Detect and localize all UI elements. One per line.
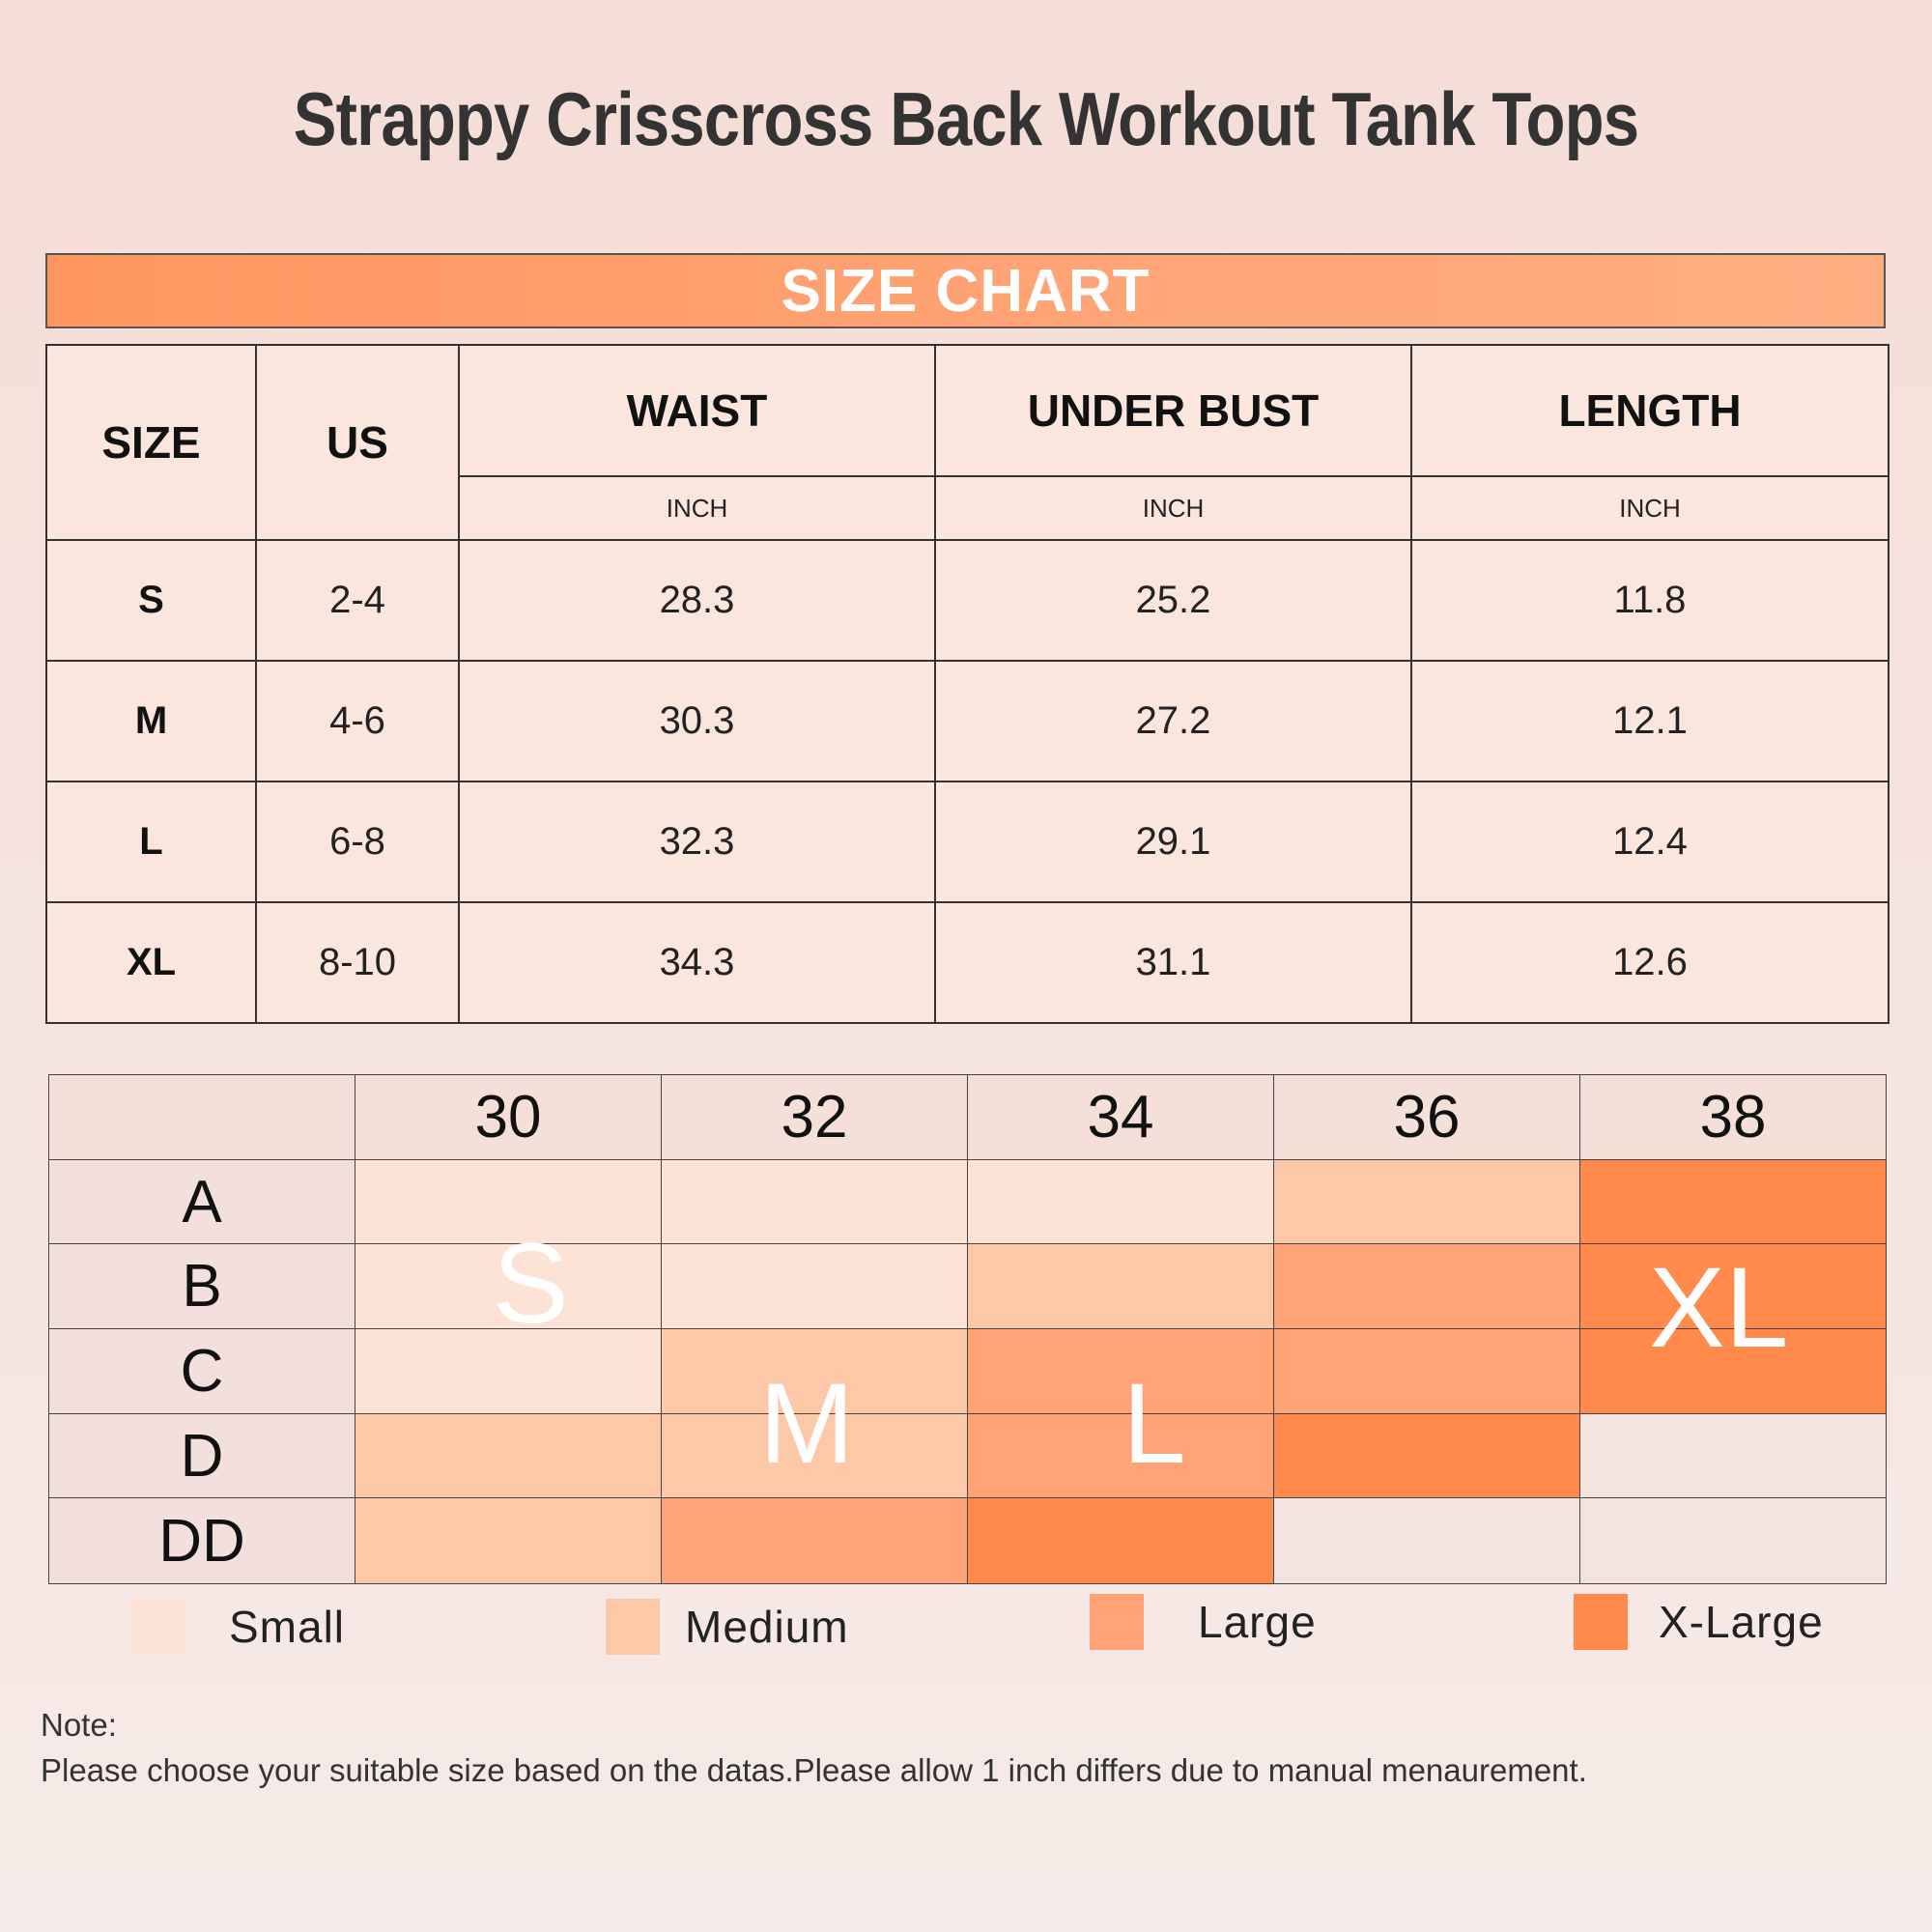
legend-label: Small xyxy=(229,1602,346,1652)
cup-label: D xyxy=(49,1414,355,1498)
band-size-header: 34 xyxy=(968,1075,1274,1160)
size-cell: M xyxy=(46,661,256,781)
table-row xyxy=(46,661,1889,781)
zone-label-s: S xyxy=(493,1220,569,1348)
grid-cell xyxy=(968,1244,1274,1329)
us-cell: 2-4 xyxy=(256,540,459,661)
size-cell: S xyxy=(46,540,256,661)
length-cell: 11.8 xyxy=(1411,540,1889,661)
grid-cell xyxy=(662,1244,968,1329)
grid-cell xyxy=(1274,1498,1580,1584)
header-size: SIZE xyxy=(46,345,256,540)
waist-cell: 30.3 xyxy=(459,661,935,781)
legend-swatch xyxy=(1090,1594,1144,1650)
band-size-header: 30 xyxy=(355,1075,662,1160)
note-heading: Note: xyxy=(41,1707,117,1743)
grid-cell xyxy=(1580,1414,1887,1498)
band-size-header: 36 xyxy=(1274,1075,1580,1160)
legend-item-xlarge xyxy=(1574,1594,1824,1650)
size-chart-banner xyxy=(45,253,1886,328)
cup-label: A xyxy=(49,1160,355,1244)
legend-label: Large xyxy=(1198,1597,1317,1647)
note-text: Please choose your suitable size based on the datas.Please allow 1 inch differs due to manual menaurement. xyxy=(41,1752,1587,1788)
under-bust-cell: 25.2 xyxy=(935,540,1411,661)
cup-size-chart xyxy=(48,1074,1887,1584)
grid-cell xyxy=(968,1329,1274,1414)
under-bust-cell: 27.2 xyxy=(935,661,1411,781)
header-waist: WAIST xyxy=(459,345,935,476)
legend-label: Medium xyxy=(685,1602,849,1652)
header-us: US xyxy=(256,345,459,540)
zone-label-m: M xyxy=(759,1360,855,1488)
table-row xyxy=(46,540,1889,661)
waist-cell: 28.3 xyxy=(459,540,935,661)
unit-under-bust: INCH xyxy=(935,476,1411,540)
grid-cell xyxy=(1580,1160,1887,1244)
cup-label: B xyxy=(49,1244,355,1329)
waist-cell: 32.3 xyxy=(459,781,935,902)
unit-length: INCH xyxy=(1411,476,1889,540)
legend-label: X-Large xyxy=(1659,1597,1824,1647)
cup-label: DD xyxy=(49,1498,355,1584)
us-cell: 8-10 xyxy=(256,902,459,1023)
cup-label: C xyxy=(49,1329,355,1414)
us-cell: 6-8 xyxy=(256,781,459,902)
under-bust-cell: 29.1 xyxy=(935,781,1411,902)
table-row xyxy=(46,781,1889,902)
size-cell: L xyxy=(46,781,256,902)
header-under-bust: UNDER BUST xyxy=(935,345,1411,476)
legend-item-small xyxy=(130,1599,345,1655)
us-cell: 4-6 xyxy=(256,661,459,781)
grid-cell xyxy=(968,1160,1274,1244)
header-length: LENGTH xyxy=(1411,345,1889,476)
size-chart-banner-label: SIZE CHART xyxy=(781,257,1151,325)
size-table xyxy=(45,344,1889,1024)
unit-waist: INCH xyxy=(459,476,935,540)
length-cell: 12.1 xyxy=(1411,661,1889,781)
grid-cell xyxy=(968,1414,1274,1498)
legend-swatch xyxy=(1574,1594,1628,1650)
grid-cell xyxy=(355,1498,662,1584)
legend-item-medium xyxy=(606,1599,849,1655)
grid-cell xyxy=(662,1160,968,1244)
waist-cell: 34.3 xyxy=(459,902,935,1023)
grid-cell xyxy=(1580,1498,1887,1584)
grid-cell xyxy=(1274,1329,1580,1414)
grid-cell xyxy=(1274,1160,1580,1244)
table-row xyxy=(46,902,1889,1023)
band-size-header: 32 xyxy=(662,1075,968,1160)
grid-cell xyxy=(1274,1244,1580,1329)
legend-swatch xyxy=(130,1599,185,1655)
legend-item-large xyxy=(1090,1594,1317,1650)
grid-cell xyxy=(355,1414,662,1498)
grid-cell xyxy=(662,1498,968,1584)
zone-label-xl: XL xyxy=(1649,1244,1789,1372)
length-cell: 12.6 xyxy=(1411,902,1889,1023)
page-title: Strappy Crisscross Back Workout Tank Tops xyxy=(293,76,1639,161)
band-size-header: 38 xyxy=(1580,1075,1887,1160)
zone-label-l: L xyxy=(1122,1360,1186,1488)
grid-cell xyxy=(1274,1414,1580,1498)
length-cell: 12.4 xyxy=(1411,781,1889,902)
legend-swatch xyxy=(606,1599,660,1655)
under-bust-cell: 31.1 xyxy=(935,902,1411,1023)
corner-cell xyxy=(49,1075,355,1160)
size-cell: XL xyxy=(46,902,256,1023)
grid-cell xyxy=(968,1498,1274,1584)
